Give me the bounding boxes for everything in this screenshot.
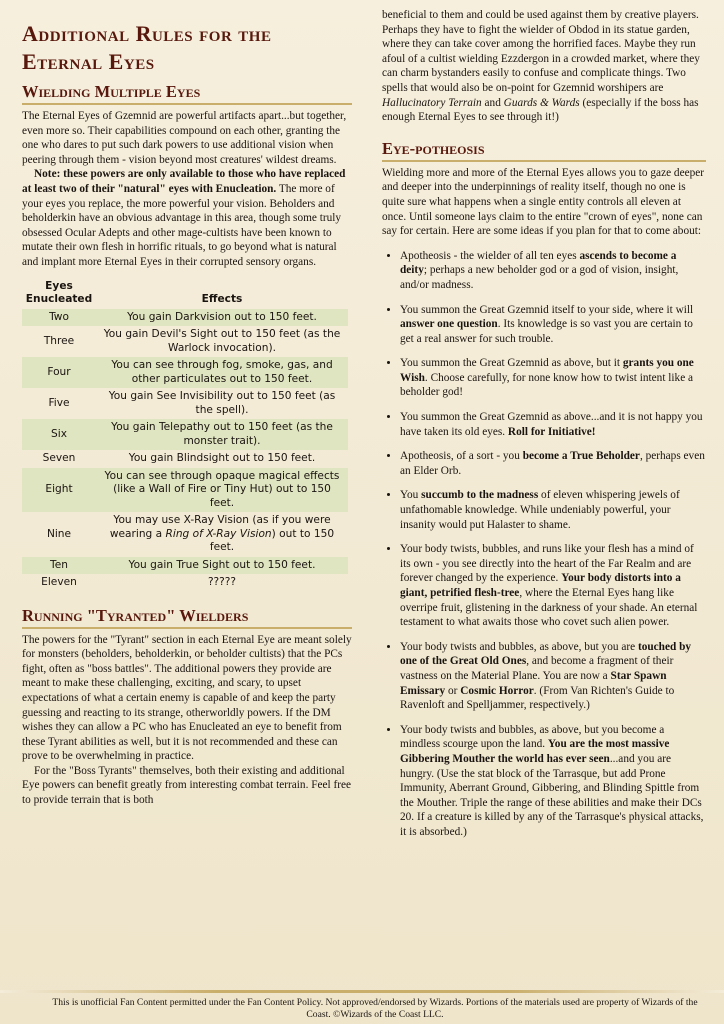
paragraph: For the "Boss Tyrants" themselves, both their existing and additional Eye powers can benefit greatly from interesting combat terrain. Feel free to provide terrain that is both <box>22 764 352 807</box>
table-cell-effect: You gain See Invisibility out to 150 feet (as the spell). <box>108 390 336 416</box>
table-cell-effect: You gain Devil's Sight out to 150 feet (as the Warlock invocation). <box>103 328 341 354</box>
table-cell-eyes: Eight <box>22 468 96 513</box>
table-row <box>22 309 348 327</box>
table-cell-eyes: Nine <box>46 527 72 540</box>
list-item: • You summon the Great Gzemnid as above, but it grants you one Wish. Choose carefully, for none know how to twist intent like a beholder god! <box>400 356 706 400</box>
table-cell-eyes: Ten <box>22 557 96 575</box>
right-column <box>382 8 706 850</box>
section-heading-tyranted: Running "Tyranted" Wielders <box>22 606 352 629</box>
footer-legal-text: This is unofficial Fan Content permitted under the Fan Content Policy. Not approved/endorsed by Wizards. Portions of the materials used are property of Wizards of the Coast. ©Wizards of the Coast LLC. <box>52 997 698 1020</box>
table-cell-effect: You can see through opaque magical effects (like a Wall of Fire or Tiny Hut) out to 150 feet. <box>96 468 348 513</box>
table-row <box>22 326 348 357</box>
list-item: • Apotheosis, of a sort - you become a True Beholder, perhaps even an Elder Orb. <box>400 449 706 478</box>
table-header-effects: Effects <box>201 293 243 306</box>
table-cell-effect: You gain Blindsight out to 150 feet. <box>128 452 316 465</box>
table-cell-effect: You gain True Sight out to 150 feet. <box>96 557 348 575</box>
table-row <box>22 450 348 468</box>
table-header-eyes: Eyes Enucleated <box>25 279 93 306</box>
list-item: • You summon the Great Gzemnid as above...and it is not happy you have taken its old eyes. Roll for Initiative! <box>400 410 706 439</box>
paragraph: Wielding more and more of the Eternal Eyes allows you to gaze deeper and deeper into the underpinnings of reality itself, though no one is quite sure what happens when a single entity controls all eleven at once. Until someone lays claim to the entire "crown of eyes", none can say for certain. Here are some ideas if you plan for that to come about: <box>382 166 705 238</box>
paragraph: The powers for the "Tyrant" section in each Eternal Eye are meant solely for monsters (beholders, beholderkin, or beholder cultists) that the PCs fight, often as "boss battles". The additional powers they provide are meant to make these challenging, exciting, and scary, to upset expectations of what a certain enemy is capable of and keep the party guessing and reacting to its strange, otherworldly powers. If the DM wishes they can allow a PC who has Enucleated an eye to benefit from these Tyrant abilities as well, but it is not recommended and these can prove to be overwhelming in practice. <box>22 633 352 763</box>
list-item: • You summon the Great Gzemnid itself to your side, where it will answer one question. Its knowledge is so vast you are certain to get a real answer for such trouble. <box>400 303 706 347</box>
section-heading-eyepotheosis: Eye-potheosis <box>382 139 706 162</box>
table-cell-effect: You gain Darkvision out to 150 feet. <box>96 309 348 327</box>
table-cell-eyes: Eleven <box>41 576 77 589</box>
table-row <box>22 419 348 450</box>
bold-note: Note: these powers are only available to those who have replaced at least two of their "natural" eyes with Enucleation. <box>22 168 346 195</box>
list-item: • Your body twists and bubbles, as above, but you become a mindless scourge upon the land. You are the most massive Gibbering Mouther the world has ever seen...and you are hungry. (Use the stat block of the Tarrasque, but add Prone Immunity, Aberrant Ground, Gibbering, and Blinding Spittle from the Mouther. Triple the range of these abilities and make their DCs 20. If a creature is killed by any of the Tarrasque's physical attacks, it is absorbed.) <box>400 723 706 840</box>
list-item: • Your body twists and bubbles, as above, but you are touched by one of the Great Old Ones, and become a fragment of their vastness on the Material Plane. You are now a Star Spawn Emissary or Cosmic Horror. (From Van Richten's Guide to Ravenloft and Spelljammer, respectively.) <box>400 640 706 713</box>
table-row <box>22 357 348 388</box>
paragraph: Note: these powers are only available to those who have replaced at least two of their "natural" eyes with Enucleation. The more of your eyes you replace, the more powerful your vision. Beholders and beholderkin have an obvious advantage in this area, though some truly obsessed Ocular Adepts and other mage-cultists have been known to mutate their own flesh in horrific rituals, to go beyond what is natural and implant more Eternal Eyes in their corrupted sensory organs. <box>22 168 346 268</box>
enucleation-table <box>22 278 348 592</box>
left-column <box>22 14 352 808</box>
table-row <box>22 557 348 575</box>
table-row <box>22 468 348 513</box>
table-cell-eyes: Six <box>22 419 96 450</box>
table-cell-eyes: Seven <box>42 452 76 465</box>
list-item: • Apotheosis - the wielder of all ten eyes ascends to become a deity; perhaps a new beholder god or a god of vision, insight, and/or madness. <box>400 249 706 293</box>
table-cell-effect: ????? <box>207 576 237 589</box>
list-item: • You succumb to the madness of eleven whispering jewels of unfathomable knowledge. While undeniably powerful, your insanity would put Halaster to shame. <box>400 488 706 532</box>
ideas-list <box>382 249 706 840</box>
paragraph: beneficial to them and could be used against them by creative players. Perhaps they have to fight the wielder of Obdod in its statue garden, where they can take cover among the horrified faces. Maybe they run afoul of a cultist wielding Ezzdergon in a crowded market, where they can charm bystanders easily to confuse and complicate things. Two spells that would also be on-point for Gzemnid worshipers are Hallucinatory Terrain and Guards & Wards (especially if the boss has enough Eternal Eyes to see through it!) <box>382 9 700 124</box>
table-row <box>22 512 348 557</box>
table-cell-eyes: Two <box>22 309 96 327</box>
list-item: • Your body twists, bubbles, and runs like your flesh has a mind of its own - you see directly into the heart of the Far Realm and are forever changed by the experience. Your body distorts into a giant, petrified flesh-tree, where the Eternal Eyes hang like overripe fruit, glistening in the darkness of your shade. An eternal testament to what awaits those who covet such alien power. <box>400 542 706 630</box>
table-cell-effect: You may use X-Ray Vision (as if you were wearing a Ring of X-Ray Vision) out to 150 feet. <box>109 514 335 554</box>
table-cell-effect: You gain Telepathy out to 150 feet (as the monster trait). <box>96 419 348 450</box>
table-cell-eyes: Five <box>48 396 70 409</box>
table-row <box>22 574 348 592</box>
footer-divider <box>0 990 724 993</box>
table-cell-effect: You can see through fog, smoke, gas, and other particulates out to 150 feet. <box>96 357 348 388</box>
table-cell-eyes: Four <box>22 357 96 388</box>
section-heading-multiple-eyes: Wielding Multiple Eyes <box>22 82 352 105</box>
table-cell-eyes: Three <box>43 334 75 347</box>
paragraph: The Eternal Eyes of Gzemnid are powerful artifacts apart...but together, even more so. Their capabilities compound on each other, granting the one who dares to put such dark powers to use additional vision when peering through them - vision beyond most creatures' wildest dreams. <box>22 110 347 166</box>
table-row <box>22 388 348 419</box>
page-title: Additional Rules for the Eternal Eyes <box>22 21 272 74</box>
